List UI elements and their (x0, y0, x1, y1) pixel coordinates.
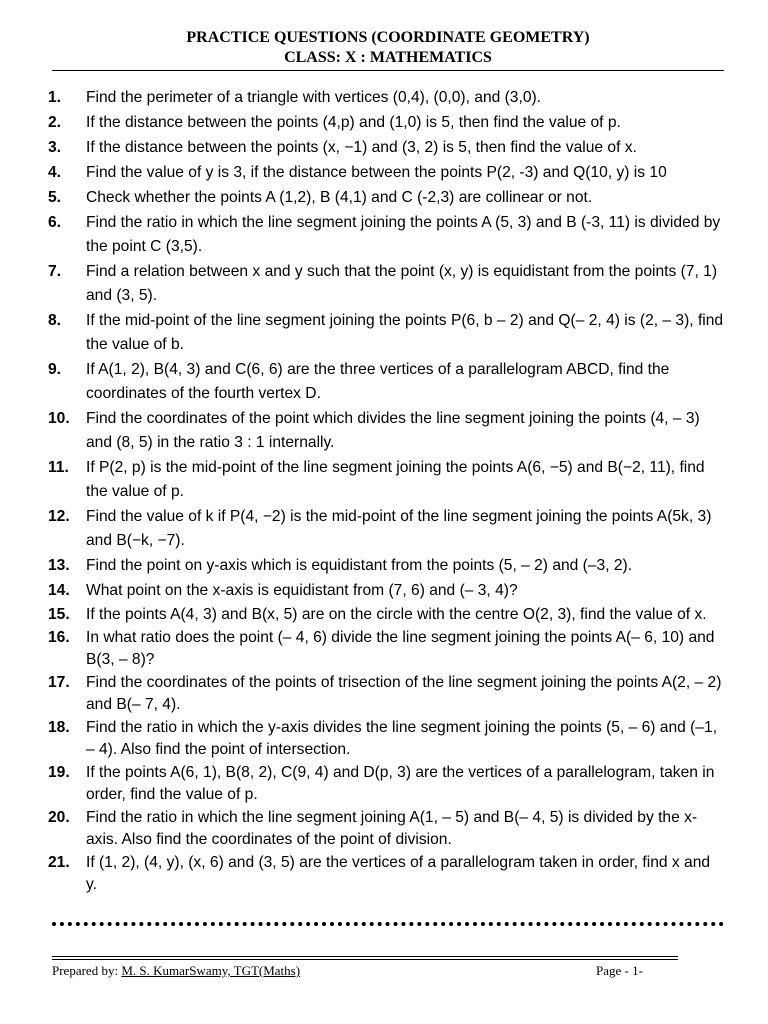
question-number: 15. (48, 606, 70, 623)
author-name: M. S. KumarSwamy, TGT(Maths) (121, 963, 301, 978)
question-text: Find the value of y is 3, if the distance between the points P(2, -3) and Q(10, y) is 10 (86, 164, 667, 181)
question-number: 4. (48, 164, 62, 181)
question-number: 14. (48, 582, 70, 599)
question-item (48, 161, 724, 185)
question-text: In what ratio does the point (– 4, 6) divide the line segment joining the points A(– 6, 10) and B(3, – 8)? (86, 629, 715, 668)
question-number: 19. (48, 764, 70, 781)
question-item (48, 309, 724, 357)
question-text: Find the ratio in which the line segment joining the points A (5, 3) and B (-3, 11) is divided by the point C (3,5). (86, 214, 721, 255)
question-number: 9. (48, 361, 62, 378)
question-text: If the points A(4, 3) and B(x, 5) are on the circle with the centre O(2, 3), find the value of x. (86, 606, 707, 623)
question-number: 1. (48, 89, 62, 106)
question-text: If A(1, 2), B(4, 3) and C(6, 6) are the three vertices of a parallelogram ABCD, find the coordinates of the fourth vertex D. (86, 361, 670, 402)
footer-divider-bottom (52, 959, 678, 960)
question-item (48, 807, 724, 851)
question-text: What point on the x-axis is equidistant from (7, 6) and (– 3, 4)? (86, 582, 518, 599)
question-number: 2. (48, 114, 62, 131)
question-text: If the points A(6, 1), B(8, 2), C(9, 4) and D(p, 3) are the vertices of a parallelogram, taken in order, find the value of p. (86, 764, 715, 803)
question-item (48, 579, 724, 603)
question-item (48, 186, 724, 210)
question-item (48, 505, 724, 553)
question-number: 13. (48, 557, 70, 574)
footer-divider-top (52, 956, 678, 957)
question-number: 10. (48, 410, 70, 427)
question-text: Check whether the points A (1,2), B (4,1) and C (-2,3) are collinear or not. (86, 189, 593, 206)
question-text: Find the point on y-axis which is equidistant from the points (5, – 2) and (–3, 2). (86, 557, 633, 574)
question-number: 12. (48, 508, 70, 525)
page-number: Page - 1- (596, 963, 643, 978)
question-item (48, 672, 724, 716)
question-number: 20. (48, 809, 70, 826)
question-item (48, 627, 724, 671)
header-divider (52, 70, 724, 71)
question-item (48, 762, 724, 806)
question-item (48, 407, 724, 455)
question-number: 16. (48, 629, 70, 646)
question-text: Find the perimeter of a triangle with vertices (0,4), (0,0), and (3,0). (86, 89, 542, 106)
question-text: Find the ratio in which the y-axis divides the line segment joining the points (5, – 6) and (–1, – 4). Also find the point of intersection. (86, 719, 718, 758)
question-item (48, 111, 724, 135)
question-text: If the distance between the points (4,p) and (1,0) is 5, then find the value of p. (86, 114, 621, 131)
question-text: Find the coordinates of the point which divides the line segment joining the points (4, – 3) and (8, 5) in the ratio 3 : 1 internally. (86, 410, 700, 451)
question-number: 6. (48, 214, 62, 231)
question-item (48, 136, 724, 160)
question-item (48, 86, 724, 110)
question-item (48, 554, 724, 578)
question-text: If the distance between the points (x, −1) and (3, 2) is 5, then find the value of x. (86, 139, 637, 156)
question-text: Find the value of k if P(4, −2) is the mid-point of the line segment joining the points A(5k, 3) and B(−k, −7). (86, 508, 712, 549)
question-number: 18. (48, 719, 70, 736)
question-text: If the mid-point of the line segment joining the points P(6, b – 2) and Q(– 2, 4) is (2, – 3), find the value of b. (86, 312, 724, 353)
question-item (48, 456, 724, 504)
question-item (48, 852, 724, 896)
page-header (52, 28, 724, 68)
question-list (48, 86, 724, 897)
question-text: Find the ratio in which the line segment joining A(1, – 5) and B(– 4, 5) is divided by the x-axis. Also find the coordinates of the point of division. (86, 809, 698, 848)
question-text: If P(2, p) is the mid-point of the line segment joining the points A(6, −5) and B(−2, 11), find the value of p. (86, 459, 705, 500)
dotted-separator (52, 922, 724, 926)
document-subtitle: CLASS: X : MATHEMATICS (284, 49, 492, 66)
question-number: 8. (48, 312, 62, 329)
question-text: If (1, 2), (4, y), (x, 6) and (3, 5) are the vertices of a parallelogram taken in order, find x and y. (86, 854, 711, 893)
question-number: 21. (48, 854, 70, 871)
question-number: 7. (48, 263, 62, 280)
question-item (48, 358, 724, 406)
question-number: 5. (48, 189, 62, 206)
question-item (48, 717, 724, 761)
question-number: 17. (48, 674, 70, 691)
prepared-by-label: Prepared by: (52, 963, 119, 978)
question-item (48, 211, 724, 259)
document-title: PRACTICE QUESTIONS (COORDINATE GEOMETRY) (186, 29, 590, 46)
question-item (48, 604, 724, 626)
question-item (48, 260, 724, 308)
question-number: 3. (48, 139, 62, 156)
page-footer (52, 962, 652, 980)
question-text: Find the coordinates of the points of trisection of the line segment joining the points A(2, – 2) and B(– 7, 4). (86, 674, 722, 713)
question-text: Find a relation between x and y such that the point (x, y) is equidistant from the points (7, 1) and (3, 5). (86, 263, 718, 304)
question-number: 11. (48, 459, 69, 476)
